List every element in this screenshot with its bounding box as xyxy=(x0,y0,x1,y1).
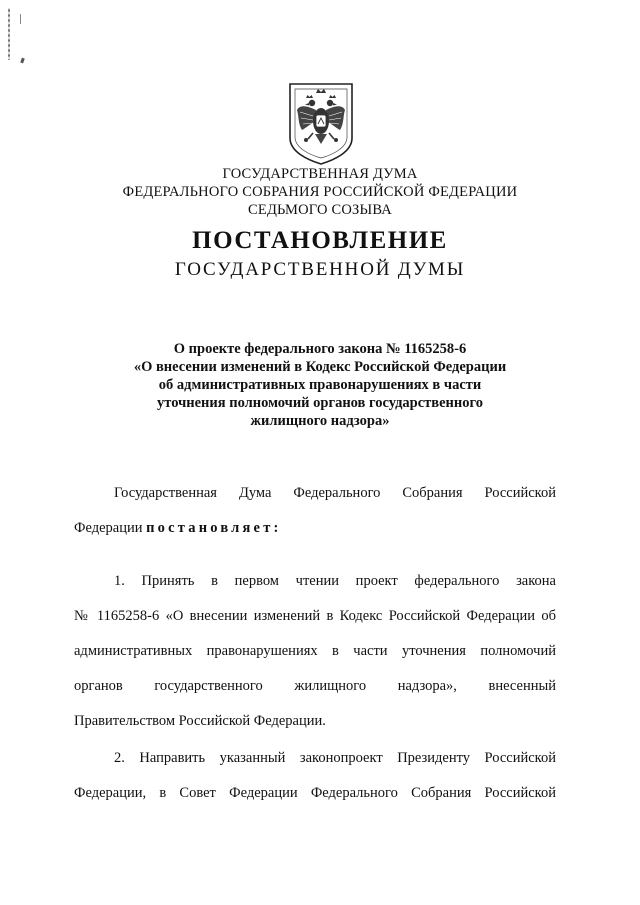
preamble-decides: постановляет: xyxy=(146,520,282,536)
subject-line: об административных правонарушениях в части xyxy=(158,377,482,393)
clause-2-line: Федерации, в Совет Федерации Федерального Собрания Российской xyxy=(74,785,556,801)
preamble-line-1: Государственная Дума Федерального Собрания Российской xyxy=(114,485,556,501)
scan-dots xyxy=(8,8,10,60)
scan-speck-small xyxy=(20,14,21,24)
header-line-1: ГОСУДАРСТВЕННАЯ ДУМА xyxy=(222,166,418,182)
clause-1-line: № 1165258-6 «О внесении изменений в Кодекс Российской Федерации об xyxy=(74,608,556,624)
preamble-paragraph xyxy=(74,484,556,537)
clause-1-line: административных правонарушениях в части уточнения полномочий xyxy=(74,643,556,659)
issuer-header xyxy=(0,165,640,219)
clause-1-line: 1. Принять в первом чтении проект федерального закона xyxy=(114,573,556,589)
clause-1-line: органов государственного жилищного надзора», внесенный xyxy=(74,678,556,694)
preamble-federation: Федерации xyxy=(74,520,147,536)
preamble-line-2 xyxy=(74,519,556,537)
scan-speck xyxy=(20,58,25,64)
document-subtitle: ГОСУДАРСТВЕННОЙ ДУМЫ xyxy=(174,259,466,280)
subject-line: уточнения полномочий органов государственного xyxy=(157,395,483,411)
clause-2 xyxy=(74,749,556,802)
subject-line: жилищного надзора» xyxy=(250,413,390,429)
clause-1-line: Правительством Российской Федерации. xyxy=(74,713,326,729)
clause-2-line: 2. Направить указанный законопроект Президенту Российской xyxy=(114,750,556,766)
subject-line: О проекте федерального закона № 1165258-6 xyxy=(173,341,467,357)
subject-line: «О внесении изменений в Кодекс Российской Федерации xyxy=(133,359,507,375)
russian-coat-of-arms-icon xyxy=(286,80,356,166)
header-line-2: ФЕДЕРАЛЬНОГО СОБРАНИЯ РОССИЙСКОЙ ФЕДЕРАЦИИ xyxy=(122,184,518,200)
document-title: ПОСТАНОВЛЕНИЕ xyxy=(192,227,448,254)
document-subject xyxy=(0,340,640,430)
header-line-3: СЕДЬМОГО СОЗЫВА xyxy=(248,202,392,218)
clause-1 xyxy=(74,572,556,730)
